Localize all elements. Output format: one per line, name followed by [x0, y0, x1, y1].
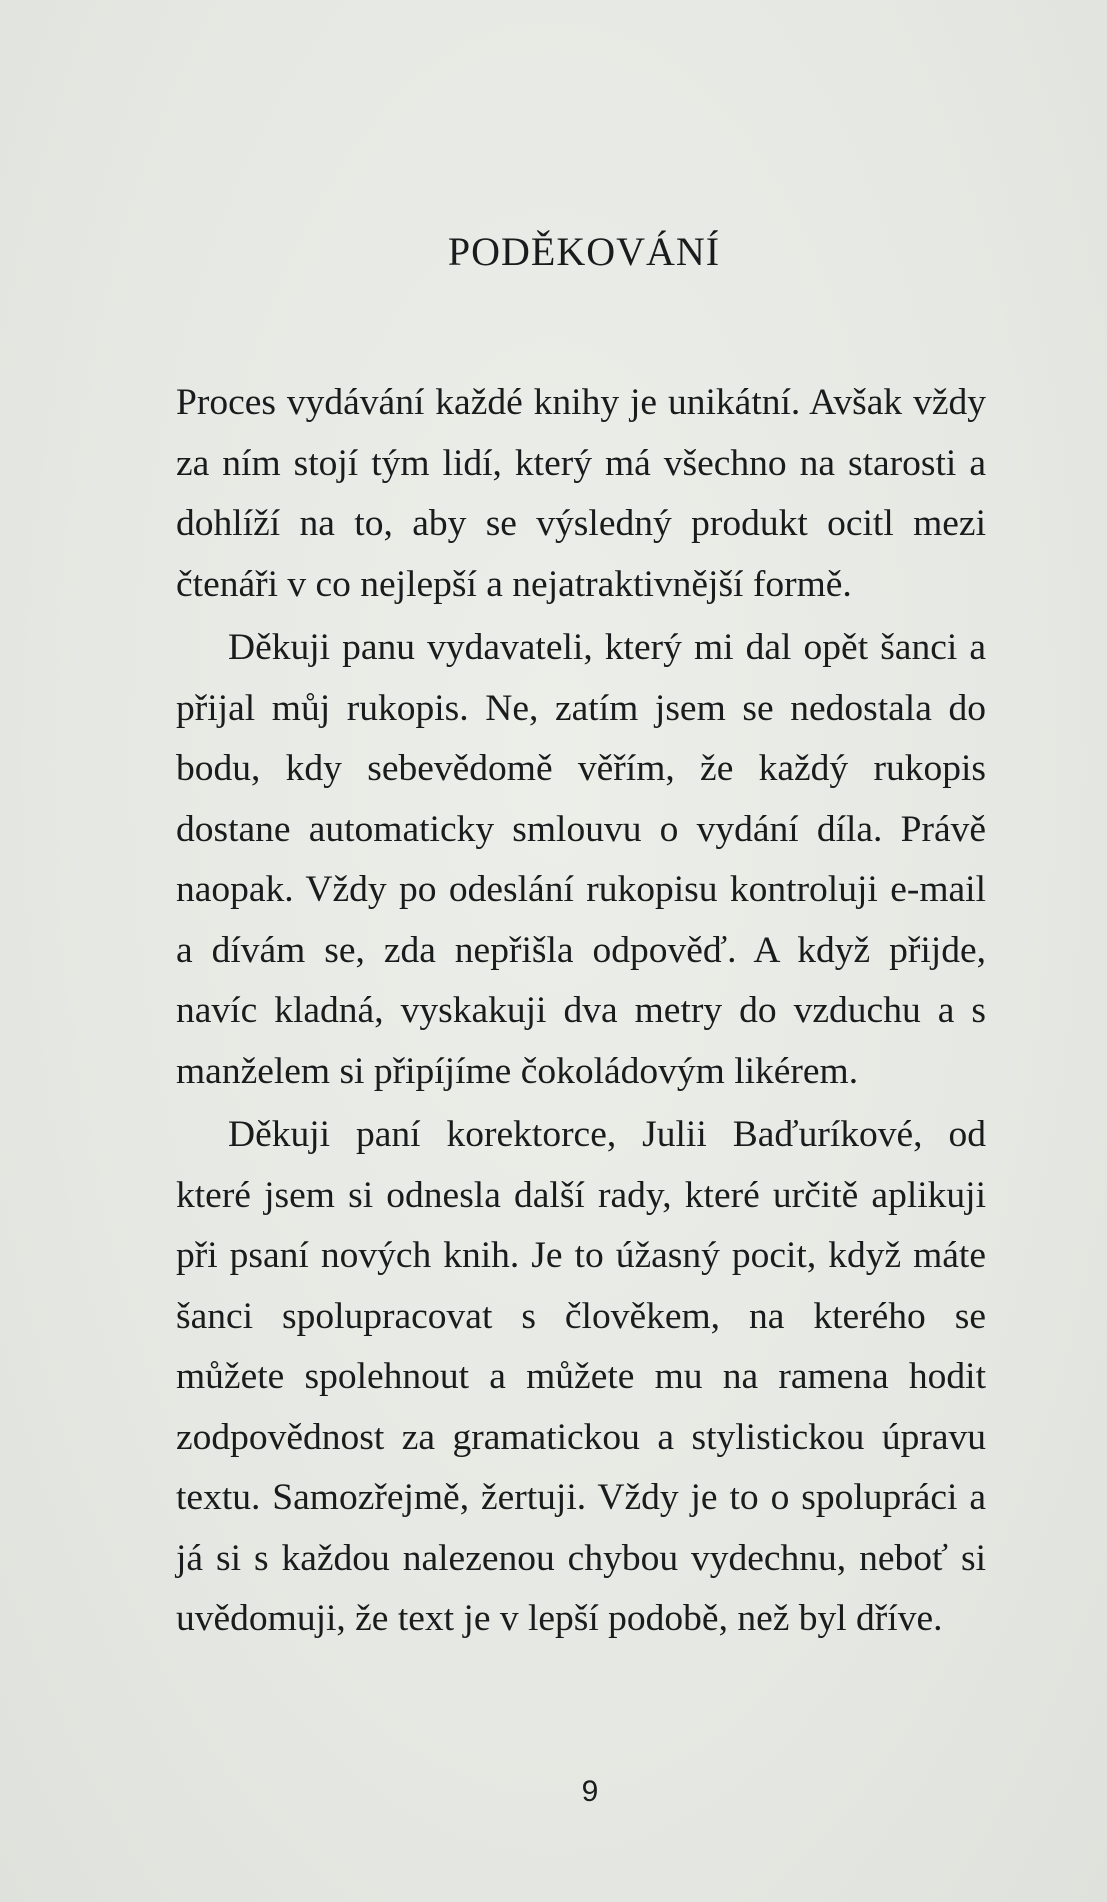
page-number: 9 — [581, 1775, 599, 1808]
paragraph-3: Děkuji paní korektorce, Julii Baďuríkové, od které jsem si odnesla další rady, které určitě aplikuji při psaní nových knih. Je to úžasný pocit, když máte šanci spolupracovat s člověkem, na kterého se můžete spolehnout a můžete mu na ramena hodit zodpovědnost za gramatickou a stylistickou úpravu textu. Samozřejmě, žertuji. Vždy je to o spolupráci a já si s každou nalezenou chybou vydechnu, neboť si uvědomuji, že text je v lepší podobě, než byl dříve. — [176, 1114, 986, 1639]
body-text — [176, 373, 986, 1650]
paragraph-2: Děkuji panu vydavateli, který mi dal opět šanci a přijal můj rukopis. Ne, zatím jsem se nedostala do bodu, kdy sebevědomě věřím, že každý rukopis dostane automaticky smlouvu o vydání díla. Právě naopak. Vždy po odeslání rukopisu kontroluji e-mail a dívám se, zda nepřišla odpověď. A když přijde, navíc kladná, vyskakuji dva metry do vzduchu a s manželem si připíjíme čokoládovým likérem. — [176, 627, 986, 1092]
page-title: PODĚKOVÁNÍ — [447, 229, 721, 274]
paragraph-1: Proces vydávání každé knihy je unikátní. Avšak vždy za ním stojí tým lidí, který má všechno na starosti a dohlíží na to, aby se výsledný produkt ocitl mezi čtenáři v co nejlepší a nejatraktivnější formě. — [176, 382, 986, 605]
